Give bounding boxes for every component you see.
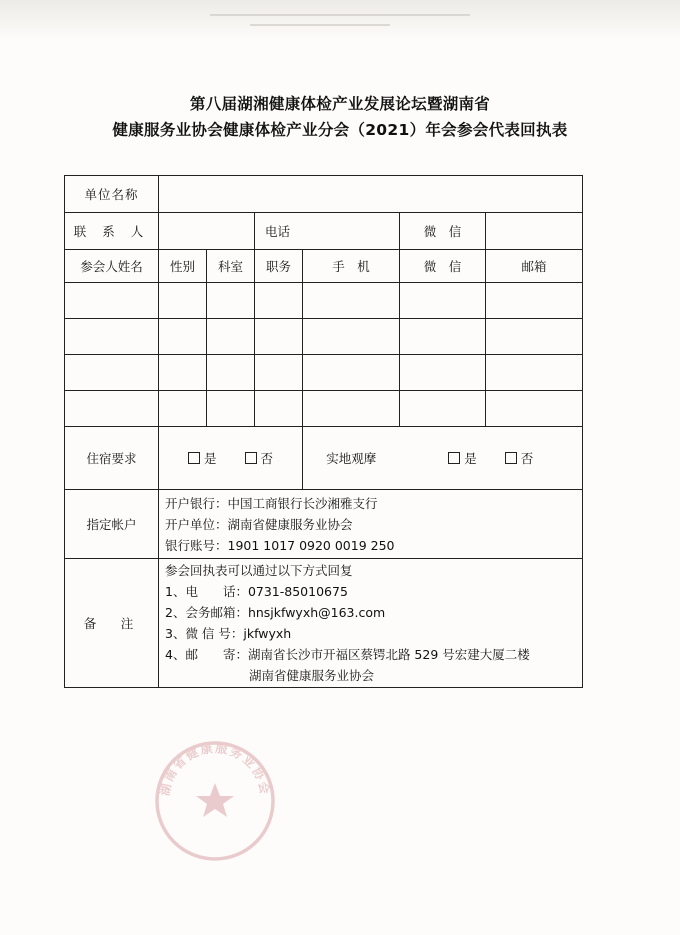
attendee-name-header: 参会人姓名: [65, 250, 159, 283]
official-seal-stamp: [152, 738, 278, 864]
site-visit-options: [400, 427, 583, 490]
bank-line: 开户银行：中国工商银行长沙湘雅支行: [165, 495, 378, 511]
account-number-line: 银行账号：1901 1017 0920 0019 250: [165, 537, 395, 553]
stay-yes-label: 是: [203, 451, 217, 466]
visit-yes-label: 是: [464, 451, 477, 466]
title-line-1: 第八届湖湘健康体检产业发展论坛暨湖南省: [189, 95, 491, 113]
checkbox-icon[interactable]: [245, 452, 257, 464]
site-visit-label: 实地观摩: [303, 427, 400, 490]
phone-label: 电话: [255, 213, 400, 250]
stay-yes-option[interactable]: [188, 449, 217, 467]
stay-options: [159, 427, 303, 490]
remarks-phone: 1、电 话：0731-85010675: [165, 584, 348, 599]
wechat-label: 微 信: [400, 213, 486, 250]
unit-name-label: 单位名称: [65, 176, 159, 213]
remarks-label: 备 注: [65, 559, 159, 688]
wechat-field[interactable]: [486, 213, 583, 250]
department-header: 科室: [207, 250, 255, 283]
checkbox-icon[interactable]: [188, 452, 200, 464]
remarks-intro: 参会回执表可以通过以下方式回复: [165, 563, 353, 578]
contact-field[interactable]: [159, 213, 255, 250]
row-accommodation: [65, 427, 583, 490]
remarks-wechat: 3、微 信 号：jkfwyxh: [165, 626, 292, 641]
remarks-info: [159, 559, 583, 688]
remarks-email[interactable]: 2、会务邮箱：hnsjkfwyxh@163.com: [165, 605, 386, 620]
row-contact: [65, 213, 583, 250]
scan-bleed: [0, 0, 680, 40]
attendee-row[interactable]: [65, 355, 583, 391]
contact-label: 联 系 人: [65, 213, 159, 250]
unit-name-field[interactable]: [159, 176, 583, 213]
checkbox-icon[interactable]: [505, 452, 517, 464]
account-info: [159, 490, 583, 559]
attendee-row[interactable]: [65, 283, 583, 319]
checkbox-icon[interactable]: [448, 452, 460, 464]
scan-artifact-line: [250, 24, 390, 26]
attendee-row[interactable]: [65, 319, 583, 355]
attendee-row[interactable]: [65, 391, 583, 427]
row-unit-name: [65, 176, 583, 213]
visit-no-option[interactable]: [505, 449, 534, 467]
svg-text:湖南省健康服务业协会: 湖南省健康服务业协会: [157, 741, 273, 797]
mobile-header: 手 机: [303, 250, 400, 283]
title-line-2: 健康服务业协会健康体检产业分会（2021）年会参会代表回执表: [112, 121, 568, 139]
row-remarks: [65, 559, 583, 688]
row-attendee-header: [65, 250, 583, 283]
position-header: 职务: [255, 250, 303, 283]
row-account: [65, 490, 583, 559]
stay-no-option[interactable]: [245, 449, 274, 467]
remarks-mail-recipient: 湖南省健康服务业协会: [249, 668, 375, 683]
visit-yes-option[interactable]: [448, 449, 477, 467]
holder-line: 开户单位：湖南省健康服务业协会: [165, 516, 353, 532]
account-label: 指定帐户: [65, 490, 159, 559]
wechat-header: 微 信: [400, 250, 486, 283]
scan-artifact-line: [210, 14, 470, 16]
registration-form-table: [64, 175, 583, 688]
visit-no-label: 否: [520, 451, 534, 466]
gender-header: 性别: [159, 250, 207, 283]
email-header: 邮箱: [486, 250, 583, 283]
remarks-mail: 4、邮 寄：湖南省长沙市开福区蔡锷北路 529 号宏建大厦二楼: [165, 647, 530, 662]
stay-no-label: 否: [260, 451, 274, 466]
stay-label: 住宿要求: [65, 427, 159, 490]
